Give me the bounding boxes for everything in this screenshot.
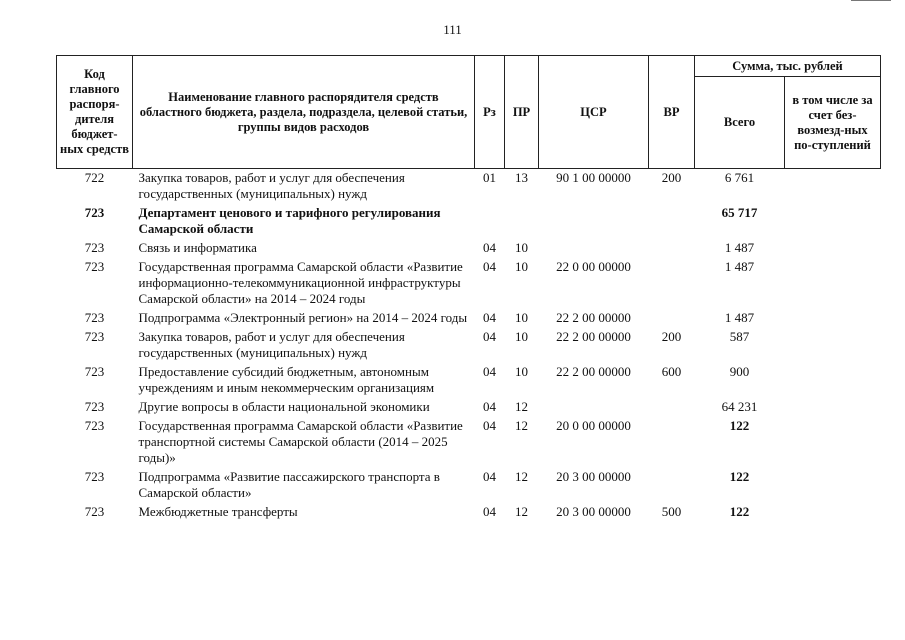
row-pr: 12 bbox=[515, 469, 528, 484]
table-row bbox=[57, 328, 881, 363]
row-vr bbox=[649, 398, 695, 417]
row-name: Связь и информатика bbox=[138, 240, 257, 255]
row-pr bbox=[505, 204, 539, 239]
row-code: 723 bbox=[84, 364, 105, 379]
row-vr bbox=[649, 204, 695, 239]
row-code: 723 bbox=[84, 329, 105, 344]
row-incl bbox=[785, 258, 881, 309]
row-rz: 04 bbox=[483, 469, 496, 484]
row-pr: 13 bbox=[515, 170, 528, 185]
row-vr bbox=[649, 468, 695, 503]
row-total: 900 bbox=[729, 364, 750, 379]
row-rz: 04 bbox=[483, 364, 496, 379]
row-csr: 90 1 00 00000 bbox=[556, 170, 631, 185]
row-incl bbox=[785, 169, 881, 205]
row-csr: 22 2 00 00000 bbox=[556, 329, 631, 344]
header-sum: Сумма, тыс. рублей bbox=[695, 56, 881, 77]
row-total: 122 bbox=[729, 504, 750, 519]
row-pr: 10 bbox=[515, 329, 528, 344]
row-name: Подпрограмма «Развитие пассажирского транспорта в Самарской области» bbox=[138, 469, 440, 500]
row-name: Государственная программа Самарской области «Развитие транспортной системы Самарской области (2014 – 2025 годы)» bbox=[138, 418, 463, 465]
row-name: Другие вопросы в области национальной экономики bbox=[138, 399, 430, 414]
row-csr: 20 3 00 00000 bbox=[556, 469, 631, 484]
row-code: 723 bbox=[84, 310, 105, 325]
row-vr bbox=[649, 258, 695, 309]
row-vr: 200 bbox=[661, 170, 682, 185]
row-total: 122 bbox=[729, 418, 750, 433]
row-rz: 04 bbox=[483, 418, 496, 433]
row-pr: 10 bbox=[515, 364, 528, 379]
row-rz: 04 bbox=[483, 504, 496, 519]
row-name: Межбюджетные трансферты bbox=[138, 504, 298, 519]
row-rz: 04 bbox=[483, 240, 496, 255]
row-rz: 04 bbox=[483, 310, 496, 325]
row-csr: 22 0 00 00000 bbox=[556, 259, 631, 274]
row-name: Закупка товаров, работ и услуг для обеспечения государственных (муниципальных) нужд bbox=[138, 329, 405, 360]
row-code: 723 bbox=[84, 399, 105, 414]
page-number: 111 bbox=[443, 22, 462, 37]
row-incl bbox=[785, 309, 881, 328]
table-row bbox=[57, 468, 881, 503]
row-csr: 22 2 00 00000 bbox=[556, 310, 631, 325]
row-incl bbox=[785, 417, 881, 468]
row-incl bbox=[785, 503, 881, 522]
row-total: 1 487 bbox=[724, 310, 755, 325]
table-header bbox=[57, 56, 881, 169]
header-rz: Рз bbox=[475, 56, 505, 169]
row-csr bbox=[539, 398, 649, 417]
row-pr: 12 bbox=[515, 418, 528, 433]
header-code: Код главного распоря-дителя бюджет-ных средств bbox=[57, 56, 133, 169]
row-name: Государственная программа Самарской области «Развитие информационно-телекоммуникационной инфраструктуры Самарской области» на 2014 – 2024 годы bbox=[138, 259, 463, 306]
row-vr: 500 bbox=[661, 504, 682, 519]
header-pr: ПР bbox=[505, 56, 539, 169]
row-pr: 10 bbox=[515, 310, 528, 325]
row-code: 722 bbox=[84, 170, 105, 185]
row-incl bbox=[785, 468, 881, 503]
row-name: Закупка товаров, работ и услуг для обеспечения государственных (муниципальных) нужд bbox=[138, 170, 405, 201]
row-name: Предоставление субсидий бюджетным, автономным учреждениям и иным некоммерческим организациям bbox=[138, 364, 435, 395]
row-vr bbox=[649, 309, 695, 328]
row-csr: 20 0 00 00000 bbox=[556, 418, 631, 433]
row-total: 587 bbox=[729, 329, 750, 344]
row-incl bbox=[785, 328, 881, 363]
table-row bbox=[57, 503, 881, 522]
row-code: 723 bbox=[84, 259, 105, 274]
table-row bbox=[57, 258, 881, 309]
table-row bbox=[57, 398, 881, 417]
table-body bbox=[57, 169, 881, 523]
header-vr: ВР bbox=[649, 56, 695, 169]
row-csr: 20 3 00 00000 bbox=[556, 504, 631, 519]
row-vr bbox=[649, 239, 695, 258]
row-csr bbox=[539, 239, 649, 258]
row-rz: 04 bbox=[483, 399, 496, 414]
table-row bbox=[57, 204, 881, 239]
row-total: 65 717 bbox=[721, 205, 758, 220]
row-total: 1 487 bbox=[724, 259, 755, 274]
row-vr: 600 bbox=[661, 364, 682, 379]
row-code: 723 bbox=[84, 504, 105, 519]
table-row bbox=[57, 363, 881, 398]
row-total: 64 231 bbox=[721, 399, 758, 414]
row-csr bbox=[539, 204, 649, 239]
row-name: Департамент ценового и тарифного регулирования Самарской области bbox=[138, 205, 441, 236]
row-code: 723 bbox=[84, 205, 105, 220]
row-incl bbox=[785, 204, 881, 239]
row-name: Подпрограмма «Электронный регион» на 2014 – 2024 годы bbox=[138, 310, 468, 325]
row-pr: 10 bbox=[515, 240, 528, 255]
row-incl bbox=[785, 239, 881, 258]
header-csr: ЦСР bbox=[539, 56, 649, 169]
row-pr: 10 bbox=[515, 259, 528, 274]
table-row bbox=[57, 169, 881, 205]
row-incl bbox=[785, 398, 881, 417]
scan-edge-mark bbox=[851, 0, 891, 1]
row-total: 1 487 bbox=[724, 240, 755, 255]
row-vr bbox=[649, 417, 695, 468]
table-row bbox=[57, 239, 881, 258]
row-vr: 200 bbox=[661, 329, 682, 344]
table-row bbox=[57, 417, 881, 468]
row-total: 6 761 bbox=[724, 170, 755, 185]
table-row bbox=[57, 309, 881, 328]
row-code: 723 bbox=[84, 418, 105, 433]
row-code: 723 bbox=[84, 469, 105, 484]
row-rz: 04 bbox=[483, 259, 496, 274]
header-incl: в том числе за счет без-возмезд-ных по-ступлений bbox=[785, 77, 881, 169]
row-incl bbox=[785, 363, 881, 398]
row-code: 723 bbox=[84, 240, 105, 255]
row-pr: 12 bbox=[515, 504, 528, 519]
row-rz: 01 bbox=[483, 170, 496, 185]
header-name: Наименование главного распорядителя средств областного бюджета, раздела, подраздела, целевой статьи, группы видов расходов bbox=[133, 56, 475, 169]
row-rz: 04 bbox=[483, 329, 496, 344]
row-csr: 22 2 00 00000 bbox=[556, 364, 631, 379]
header-total: Всего bbox=[695, 77, 785, 169]
row-rz bbox=[475, 204, 505, 239]
budget-table bbox=[56, 55, 881, 522]
row-pr: 12 bbox=[515, 399, 528, 414]
row-total: 122 bbox=[729, 469, 750, 484]
